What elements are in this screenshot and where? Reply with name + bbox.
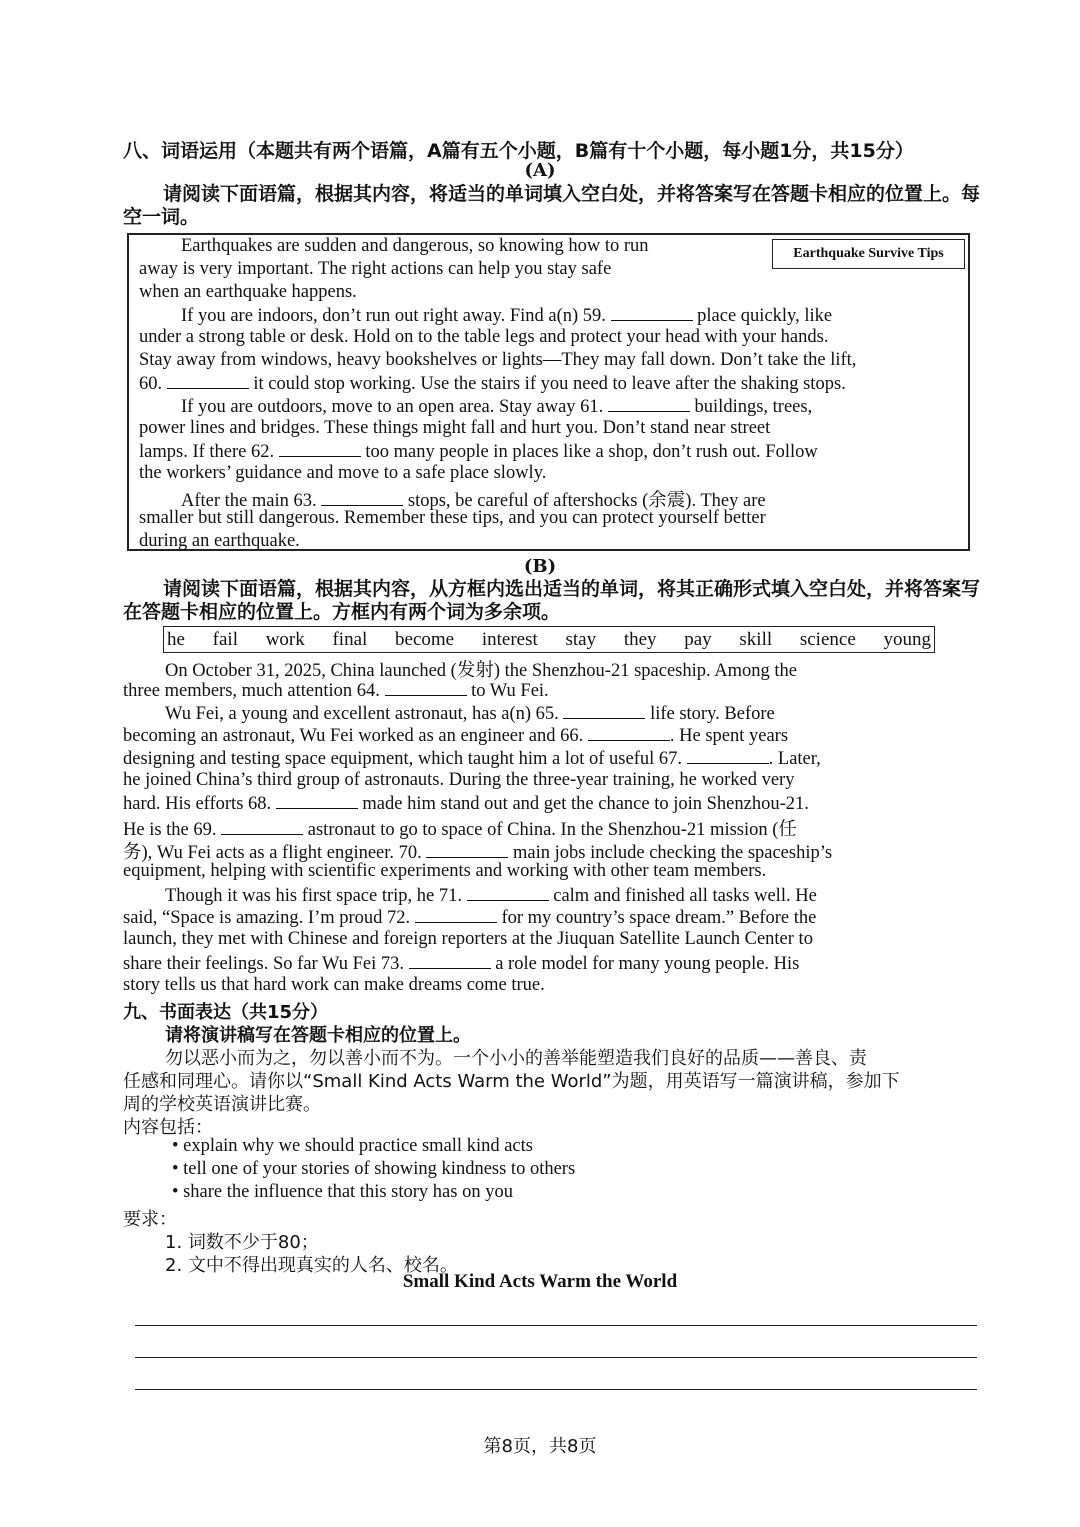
passage-b-line: becoming an astronaut, Wu Fei worked as an engineer and 66. . He spent years (123, 726, 789, 746)
blank-68 (276, 792, 358, 809)
word-option: he (167, 628, 185, 650)
part-b-instructions: 请阅读下面语篇，根据其内容，从方框内选出适当的单词，将其正确形式填入空白处，并将答案写在答题卡相应的位置上。方框内有两个词为多余项。 (123, 578, 981, 623)
essay-title: Small Kind Acts Warm the World (402, 1271, 678, 1292)
word-option: young (883, 628, 931, 650)
blank-67 (687, 747, 769, 764)
passage-b-line: story tells us that hard work can make dreams come true. (123, 975, 545, 995)
blank-66 (588, 724, 670, 741)
passage-b-line: Wu Fei, a young and excellent astronaut, has a(n) 65. life story. Before (165, 704, 775, 724)
prompt-line: 任感和同理心。请你以“Small Kind Acts Warm the World”为题，用英语写一篇演讲稿，参加下 (123, 1071, 900, 1092)
passage-b-line: said, “Space is amazing. I’m proud 72. for my country’s space dream.” Before the (123, 908, 817, 928)
passage-b-line: launch, they met with Chinese and foreign reporters at the Jiuquan Satellite Launch Center to (123, 929, 813, 949)
blank-62 (279, 440, 361, 457)
passage-b-line: 务), Wu Fei acts as a flight engineer. 70. main jobs include checking the spaceship’s (123, 843, 833, 863)
content-bullet: • share the influence that this story has on you (172, 1182, 513, 1202)
passage-a-line: under a strong table or desk. Hold on to the table legs and protect your head with your hands. (139, 327, 829, 347)
passage-a-line: lamps. If there 62. too many people in places like a shop, don’t rush out. Follow (139, 442, 818, 462)
part-a-label: (A) (524, 160, 556, 181)
tips-title-box: Earthquake Survive Tips (772, 239, 965, 269)
passage-b-line: On October 31, 2025, China launched (发射) the Shenzhou-21 spaceship. Among the (165, 661, 797, 681)
word-option: pay (684, 628, 712, 650)
passage-a-line: If you are outdoors, move to an open area. Stay away 61. buildings, trees, (181, 397, 813, 417)
passage-b-line: designing and testing space equipment, which taught him a lot of useful 67. . Later, (123, 749, 821, 769)
passage-a-line: power lines and bridges. These things might fall and hurt you. Don’t stand near street (139, 418, 771, 438)
word-box (163, 626, 935, 653)
passage-a-line: the workers’ guidance and move to a safe place slowly. (139, 463, 547, 483)
requirement: 1. 词数不少于80； (165, 1232, 319, 1253)
passage-a-line: smaller but still dangerous. Remember these tips, and you can protect yourself better (139, 508, 766, 528)
blank-71 (467, 884, 549, 901)
part-a-instructions: 请阅读下面语篇，根据其内容，将适当的单词填入空白处，并将答案写在答题卡相应的位置上。每空一词。 (123, 183, 981, 228)
passage-a-line: If you are indoors, don’t run out right away. Find a(n) 59. place quickly, like (181, 306, 833, 326)
word-option: science (799, 628, 856, 650)
content-bullet: • tell one of your stories of showing kindness to others (172, 1159, 576, 1179)
word-option: work (265, 628, 305, 650)
passage-b-line: three members, much attention 64. to Wu Fei. (123, 681, 549, 701)
word-option: stay (565, 628, 597, 650)
section9-heading: 九、书面表达（共15分） (123, 1002, 329, 1023)
passage-a-line: After the main 63. stops, be careful of aftershocks (余震). They are (181, 491, 766, 511)
section9-instructions: 请将演讲稿写在答题卡相应的位置上。 (165, 1025, 471, 1046)
part-b-label: (B) (523, 556, 557, 577)
passage-a-line: when an earthquake happens. (139, 282, 357, 302)
content-label: 内容包括： (123, 1117, 213, 1138)
requirements-label: 要求： (123, 1209, 177, 1230)
passage-a-line: Stay away from windows, heavy bookshelves or lights—They may fall down. Don’t take the lift, (139, 350, 857, 370)
word-option: become (395, 628, 455, 650)
passage-a-line: away is very important. The right actions can help you stay safe (139, 259, 612, 279)
prompt-line: 勿以恶小而为之，勿以善小而不为。一个小小的善举能塑造我们良好的品质——善良、责 (165, 1048, 867, 1069)
page-footer: 第8页，共8页 (483, 1436, 597, 1457)
blank-69 (221, 818, 303, 835)
blank-72 (415, 906, 497, 923)
writing-line (135, 1389, 977, 1390)
prompt-line: 周的学校英语演讲比赛。 (123, 1094, 321, 1115)
word-option: final (332, 628, 368, 650)
passage-b-line: equipment, helping with scientific experiments and working with other team members. (123, 861, 767, 881)
word-option: skill (739, 628, 773, 650)
writing-line (135, 1357, 977, 1358)
blank-61 (608, 395, 690, 412)
blank-63 (321, 489, 403, 506)
blank-60 (167, 372, 249, 389)
passage-b-line: share their feelings. So far Wu Fei 73. a role model for many young people. His (123, 954, 800, 974)
blank-70 (426, 841, 508, 858)
content-bullet: • explain why we should practice small kind acts (172, 1136, 533, 1156)
blank-73 (409, 952, 491, 969)
passage-a-line: 60. it could stop working. Use the stairs if you need to leave after the shaking stops. (139, 374, 846, 394)
passage-b-line: He is the 69. astronaut to go to space of China. In the Shenzhou-21 mission (任 (123, 820, 797, 840)
blank-59 (611, 304, 693, 321)
writing-line (135, 1325, 977, 1326)
word-option: interest (481, 628, 538, 650)
blank-65 (563, 702, 645, 719)
word-option: fail (212, 628, 238, 650)
passage-a-line: during an earthquake. (139, 531, 300, 551)
passage-b-line: hard. His efforts 68. made him stand out and get the chance to join Shenzhou-21. (123, 794, 809, 814)
requirement: 2. 文中不得出现真实的人名、校名。 (165, 1255, 458, 1276)
blank-64 (385, 679, 467, 696)
word-option: they (623, 628, 657, 650)
passage-b-line: Though it was his first space trip, he 71. calm and finished all tasks well. He (165, 886, 817, 906)
passage-b-line: he joined China’s third group of astronauts. During the three-year training, he worked very (123, 770, 795, 790)
passage-a-line: Earthquakes are sudden and dangerous, so knowing how to run (181, 236, 649, 256)
section8-heading: 八、词语运用（本题共有两个语篇，A篇有五个小题，B篇有十个小题，每小题1分，共15分） (123, 140, 914, 162)
